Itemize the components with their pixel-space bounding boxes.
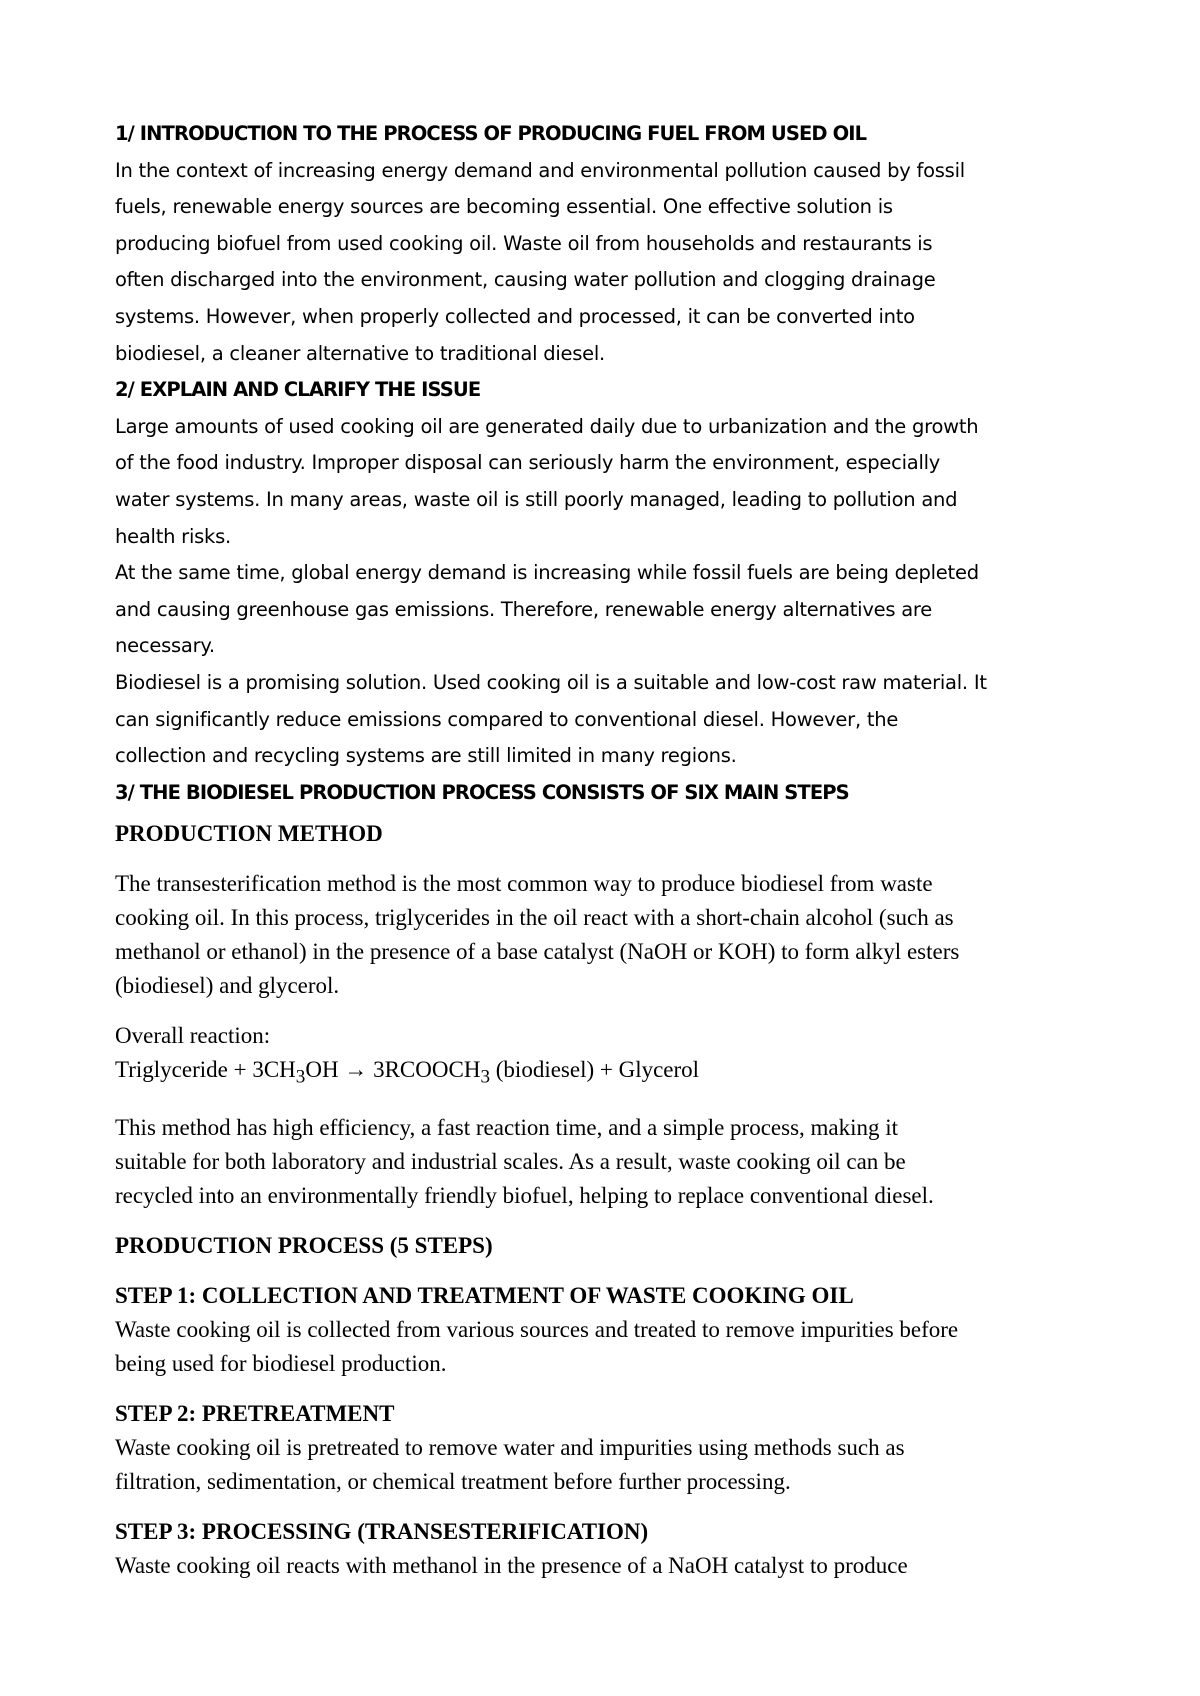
step-block bbox=[115, 1397, 1115, 1499]
text-line: often discharged into the environment, causing water pollution and clogging drainage bbox=[115, 268, 936, 292]
text-line: collection and recycling systems are still limited in many regions. bbox=[115, 744, 737, 768]
subscript: 3 bbox=[480, 1066, 491, 1088]
text-line: necessary. bbox=[115, 634, 215, 658]
text-line: producing biofuel from used cooking oil. Waste oil from households and restaurants is bbox=[115, 231, 933, 255]
section-2-heading: 2/ EXPLAIN AND CLARIFY THE ISSUE bbox=[115, 378, 481, 402]
text-line: In the context of increasing energy demand and environmental pollution caused by fossil bbox=[115, 158, 965, 182]
text-line: At the same time, global energy demand is increasing while fossil fuels are being depleted bbox=[115, 561, 979, 585]
text-line: health risks. bbox=[115, 524, 231, 548]
sans-serif-section bbox=[115, 116, 1115, 811]
reaction-block bbox=[115, 1019, 1115, 1095]
text-line: fuels, renewable energy sources are becoming essential. One effective solution is bbox=[115, 195, 893, 219]
reaction-equation bbox=[115, 1053, 1115, 1095]
text-line: Waste cooking oil reacts with methanol in the presence of a NaOH catalyst to produce bbox=[115, 1552, 908, 1578]
text-line: biodiesel, a cleaner alternative to traditional diesel. bbox=[115, 341, 606, 365]
subscript: 3 bbox=[295, 1066, 306, 1088]
step-title: STEP 2: PRETREATMENT bbox=[115, 1400, 395, 1426]
section-3-heading: 3/ THE BIODIESEL PRODUCTION PROCESS CONSISTS OF SIX MAIN STEPS bbox=[115, 780, 849, 804]
text-line: Large amounts of used cooking oil are generated daily due to urbanization and the growth bbox=[115, 414, 979, 438]
text-line: and causing greenhouse gas emissions. Therefore, renewable energy alternatives are bbox=[115, 597, 933, 621]
step-title: STEP 1: COLLECTION AND TREATMENT OF WASTE COOKING OIL bbox=[115, 1282, 854, 1308]
text-line: This method has high efficiency, a fast reaction time, and a simple process, making it bbox=[115, 1114, 899, 1140]
text-line: of the food industry. Improper disposal can seriously harm the environment, especially bbox=[115, 451, 941, 475]
text-line: Biodiesel is a promising solution. Used cooking oil is a suitable and low-cost raw material. It bbox=[115, 670, 987, 694]
text-line: (biodiesel) and glycerol. bbox=[115, 973, 340, 998]
text-line: water systems. In many areas, waste oil is still poorly managed, leading to pollution and bbox=[115, 487, 958, 511]
step-block bbox=[115, 1279, 1115, 1381]
method-summary-paragraph bbox=[115, 1111, 1115, 1213]
production-method-title: PRODUCTION METHOD bbox=[115, 821, 383, 846]
production-process-title: PRODUCTION PROCESS (5 STEPS) bbox=[115, 1232, 493, 1258]
text-line: Waste cooking oil is pretreated to remove water and impurities using methods such as bbox=[115, 1434, 905, 1460]
text-line: can significantly reduce emissions compared to conventional diesel. However, the bbox=[115, 707, 899, 731]
text-line: The transesterification method is the most common way to produce biodiesel from waste bbox=[115, 871, 933, 896]
step-block bbox=[115, 1515, 1115, 1583]
text-line: cooking oil. In this process, triglycerides in the oil react with a short-chain alcohol (such as bbox=[115, 905, 954, 930]
section-1-heading: 1/ INTRODUCTION TO THE PROCESS OF PRODUCING FUEL FROM USED OIL bbox=[115, 122, 867, 145]
text-line: Waste cooking oil is collected from various sources and treated to remove impurities before bbox=[115, 1316, 959, 1342]
serif-section bbox=[115, 817, 1115, 1583]
step-title: STEP 3: PROCESSING (TRANSESTERIFICATION) bbox=[115, 1518, 649, 1544]
text-line: methanol or ethanol) in the presence of a base catalyst (NaOH or KOH) to form alkyl esters bbox=[115, 939, 960, 964]
text-line: recycled into an environmentally friendly biofuel, helping to replace conventional diesel. bbox=[115, 1182, 934, 1208]
method-paragraph bbox=[115, 867, 1115, 1003]
reaction-label: Overall reaction: bbox=[115, 1023, 271, 1048]
text-line: being used for biodiesel production. bbox=[115, 1350, 447, 1376]
text-line: filtration, sedimentation, or chemical treatment before further processing. bbox=[115, 1468, 791, 1494]
reaction-part: (biodiesel) + Glycerol bbox=[490, 1057, 700, 1082]
reaction-part: OH → 3RCOOCH bbox=[305, 1057, 481, 1082]
text-line: suitable for both laboratory and industrial scales. As a result, waste cooking oil can be bbox=[115, 1148, 906, 1174]
reaction-part: Triglyceride + 3CH bbox=[115, 1057, 296, 1082]
text-line: systems. However, when properly collected and processed, it can be converted into bbox=[115, 304, 915, 328]
